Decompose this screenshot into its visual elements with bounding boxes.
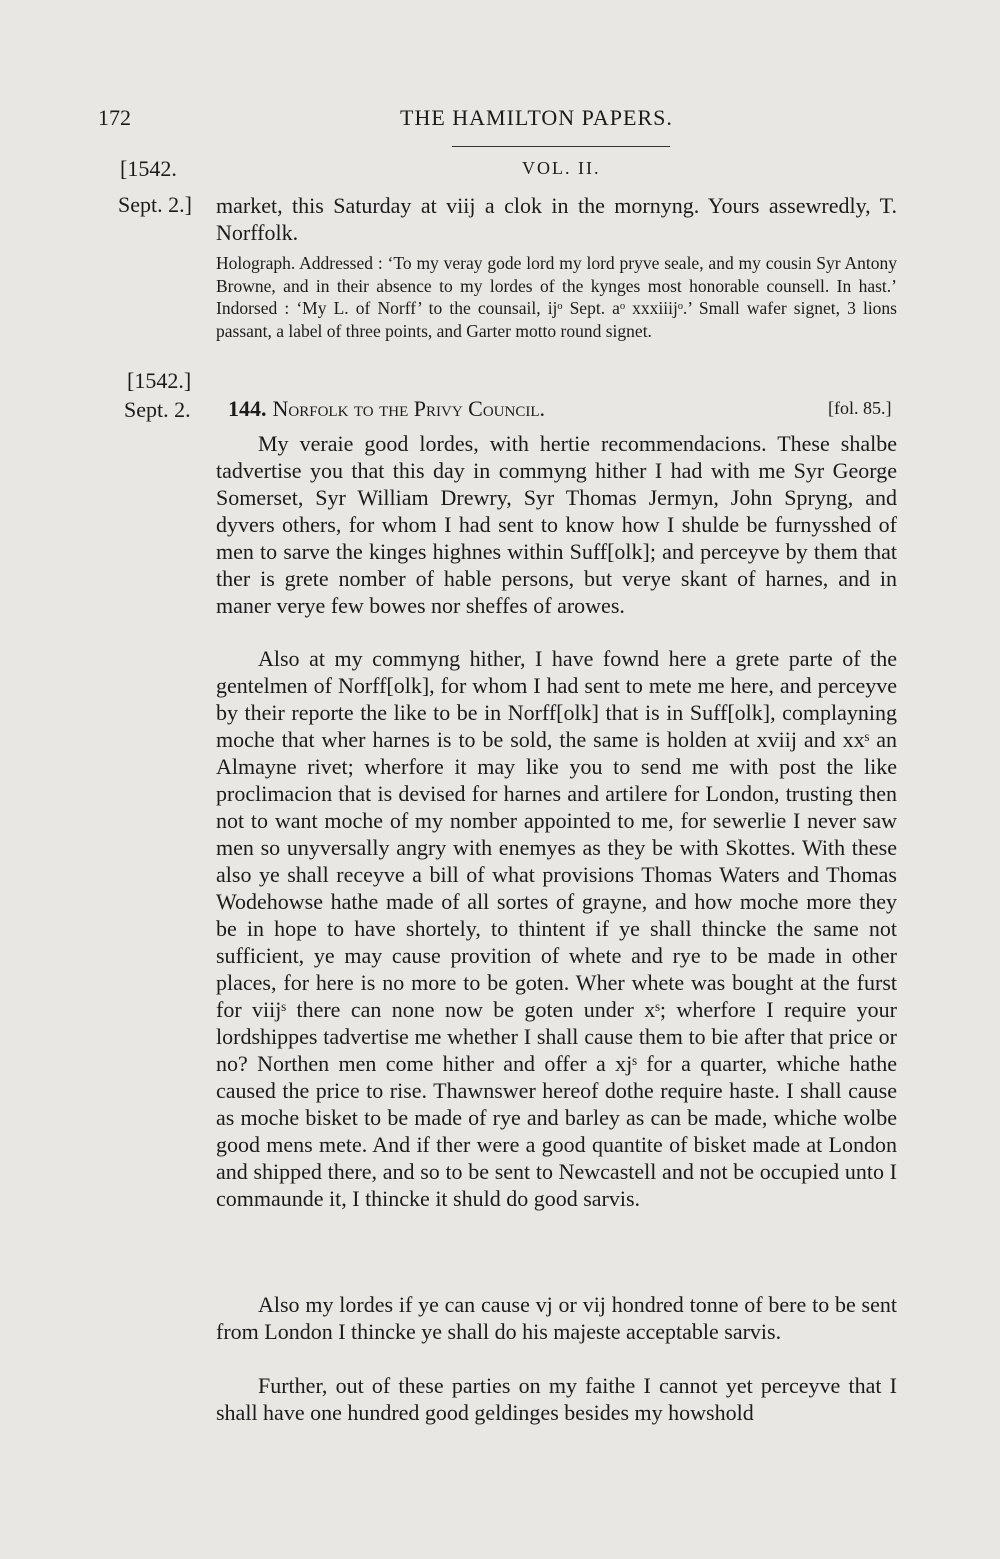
letter-paragraph-2: Also at my commyng hither, I have fownd here a grete parte of the gentelmen of Norff[olk], for whom I had sent to mete me here, and perceyve by their reporte the like to be in Norff[olk] that is in Suff[olk], complayning moche that wher harnes is to be sold, the same is holden at xviij and xxˢ an Almayne rivet; wherfore it may like you to send me with post the like proclimacion that is devised for harnes and artilere for London, trusting then not to want moche of my nomber appointed to me, for sewerlie I never saw men so unyversally angry with enemyes as they be with Skottes. With these also ye shall receyve a bill of what provisions Thomas Waters and Thomas Wodehowse hathe made of all sortes of grayne, and how moche more they be in hope to have shortely, to thintent if ye shall thincke the same not sufficient, ye may cause provition of whete and rye to be made in other places, for here is no more to be goten. Wher whete was bought at the furst for viijˢ there can none now be goten under xˢ; wherfore I require your lordshippes tadvertise me whether I shall cause them to bie after that price or no? Northen men come hither and offer a xjˢ for a quarter, whiche hathe caused the price to rise. Thawnswer hereof dothe require haste. I shall cause as moche bisket to be made of rye and barley as can be made, whiche wolbe good mens mete. And if ther were a good quantite of bisket made at London and shipped there, and so to be sent to Newcastell and not be occupied unto I commaunde it, I thincke it shuld do good sarvis. — [216, 646, 897, 1211]
margin-date: Sept. 2.] — [118, 192, 192, 217]
letter-paragraph-3: Also my lordes if ye can cause vj or vij hondred tonne of bere to be sent from London I thincke ye shall do his majeste acceptable sarvis. — [216, 1292, 897, 1344]
folio-reference: [fol. 85.] — [828, 398, 892, 418]
letter-paragraph-4: Further, out of these parties on my faithe I cannot yet perceyve that I shall have one hundred good geldinges besides my howshold — [216, 1373, 897, 1425]
margin-year: [1542. — [120, 156, 177, 181]
header-rule — [452, 146, 670, 147]
entry-number: 144. — [228, 396, 267, 421]
margin-year-2: [1542.] — [127, 368, 192, 393]
letter-paragraph-1: My veraie good lordes, with hertie recommendacions. These shalbe tadvertise you that this day in commyng hither I had with me Syr George Somerset, Syr William Drewry, Syr Thomas Jermyn, John Spryng, and dyvers others, for whom I had sent to know how I shulde be furnysshed of men to sarve the kinges highnes within Suff[olk]; and perceyve by them that ther is grete nomber of hable persons, but verye skant of harnes, and in maner verye few bowes nor sheffes of arowes. — [216, 431, 897, 618]
entry-heading — [228, 396, 545, 422]
running-title: THE HAMILTON PAPERS. — [400, 105, 673, 130]
margin-date-2: Sept. 2. — [124, 397, 191, 422]
letter-closing: market, this Saturday at viij a clok in the mornyng. Yours assewredly, T. Norffolk. — [216, 193, 897, 245]
volume-label: VOL. II. — [522, 158, 601, 178]
entry-title: Norfolk to the Privy Council. — [272, 396, 546, 421]
editorial-note: Holograph. Addressed : ‘To my veray gode lord my lord pryve seale, and my cousin Syr Antony Browne, and in their absence to my lordes of the kynges most honorable counsell. In hast.’ Indorsed : ‘My L. of Norff’ to the counsail, ijᵒ Sept. aᵒ xxxiiijᵒ.’ Small wafer signet, 3 lions passant, a label of three points, and Garter motto round signet. — [216, 253, 897, 341]
page-number: 172 — [98, 105, 131, 130]
